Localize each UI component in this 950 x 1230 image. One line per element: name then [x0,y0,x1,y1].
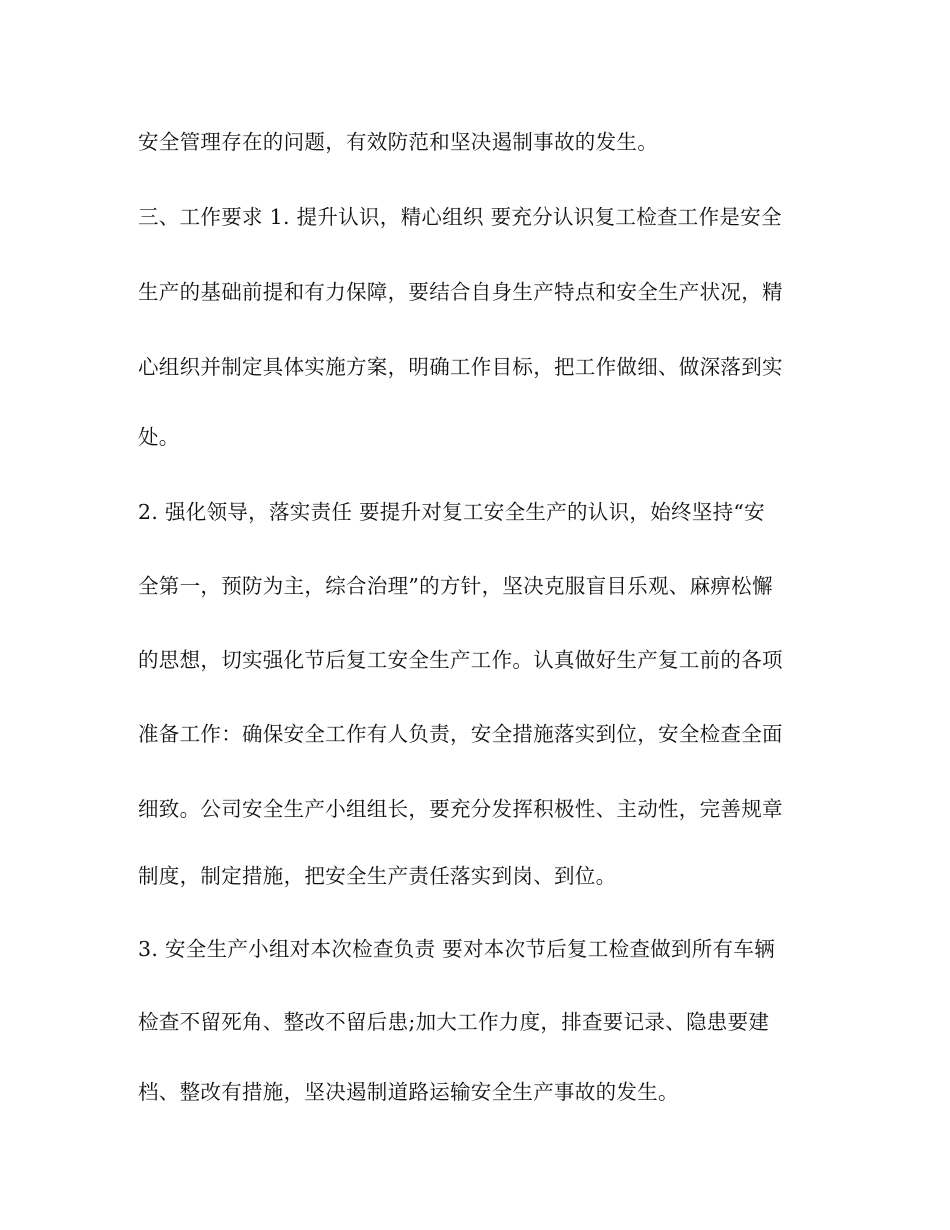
body-text-line: 全第一，预防为主，综合治理”的方针，坚决克服盲目乐观、麻痹松懈 [138,574,773,598]
body-text-line: 2. 强化领导，落实责任 要提升对复工安全生产的认识，始终坚持“安 [138,500,765,524]
body-text-line: 处。 [138,425,180,449]
body-text-line: 准备工作：确保安全工作有人负责，安全措施落实到位，安全检查全面 [138,722,783,746]
body-text-line: 心组织并制定具体实施方案，明确工作目标，把工作做细、做深落到实 [138,355,783,379]
body-text-line: 检查不留死角、整改不留后患;加大工作力度，排查要记录、隐患要建 [138,1010,770,1034]
body-text-line: 档、整改有措施，坚决遏制道路运输安全生产事故的发生。 [138,1080,679,1104]
body-text-line: 制度，制定措施，把安全生产责任落实到岗、到位。 [138,864,617,888]
body-text-line: 生产的基础前提和有力保障，要结合自身生产特点和安全生产状况，精 [138,280,783,304]
body-text-line: 三、工作要求 1. 提升认识，精心组织 要充分认识复工检查工作是安全 [138,205,782,229]
body-text-line: 的思想，切实强化节后复工安全生产工作。认真做好生产复工前的各项 [138,648,783,672]
body-text-line: 细致。公司安全生产小组组长，要充分发挥积极性、主动性，完善规章 [138,797,783,821]
body-text-line: 安全管理存在的问题，有效防范和坚决遏制事故的发生。 [138,130,658,154]
body-text-line: 3. 安全生产小组对本次检查负责 要对本次节后复工检查做到所有车辆 [138,937,775,961]
